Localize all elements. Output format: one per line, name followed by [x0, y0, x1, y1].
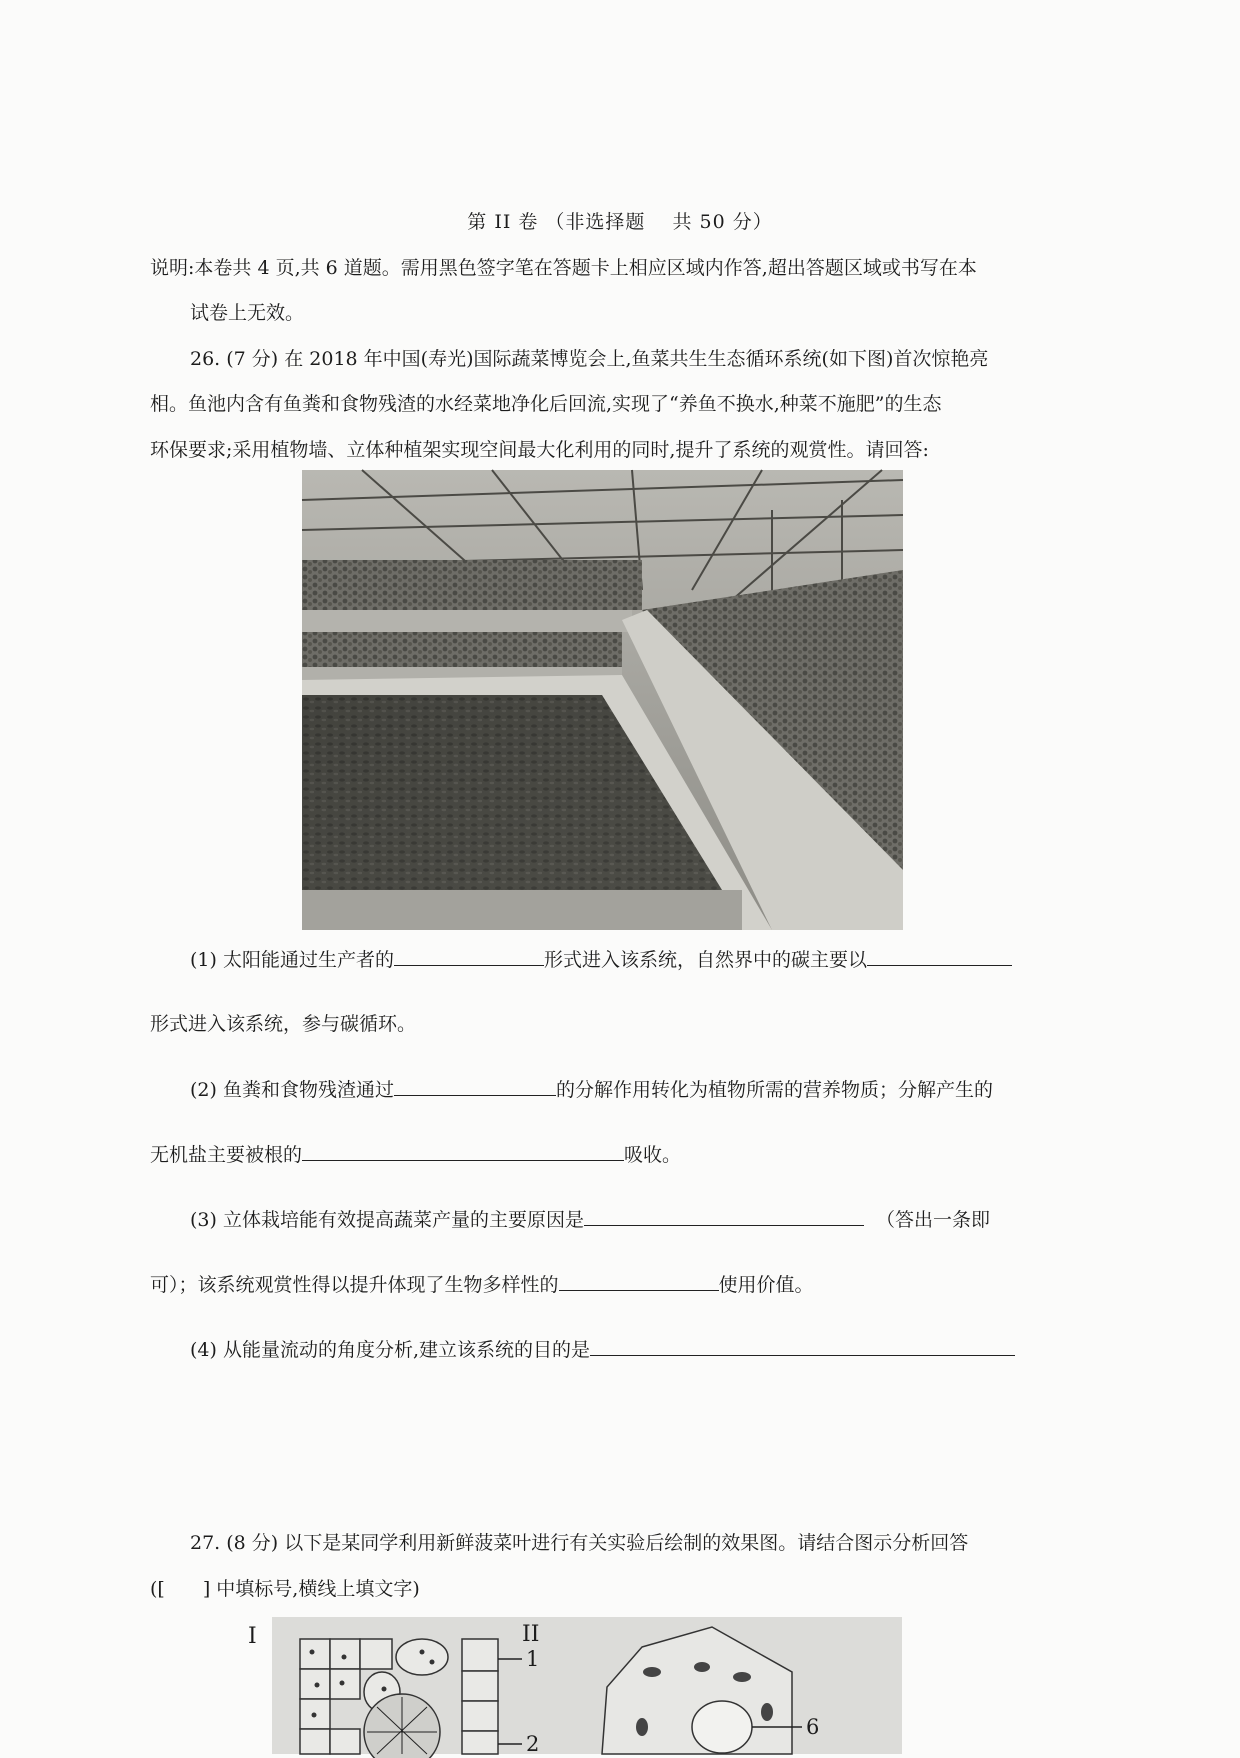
q26-intro-line-2: 相。鱼池内含有鱼粪和食物残渣的水经菜地净化后回流,实现了“养鱼不换水,种菜不施肥”的生态 — [150, 393, 942, 415]
q26-intro-line-1: 26. (7 分) 在 2018 年中国(寿光)国际蔬菜博览会上,鱼菜共生生态循环系统(如下图)首次惊艳亮 — [190, 348, 989, 370]
q26-part2-text-b: 的分解作用转化为植物所需的营养物质；分解产生的 — [555, 1079, 993, 1101]
q26-part1-text-a: (1) 太阳能通过生产者的 — [190, 949, 394, 971]
q26-part1-line-2: 形式进入该系统，参与碳循环。 — [150, 1013, 417, 1035]
leaf-cell-figure — [248, 1617, 902, 1756]
q26-part2-line-1 — [190, 1075, 993, 1104]
section-title: 第 II 卷 （非选择题 共 50 分） — [467, 211, 773, 233]
figure-number-2: 2 — [526, 1732, 540, 1756]
answer-blank-3[interactable] — [394, 1075, 556, 1096]
q26-part3-line-1 — [190, 1205, 990, 1234]
q26-part2-text-d: 吸收。 — [624, 1144, 682, 1166]
figure-number-1: 1 — [526, 1647, 540, 1671]
q26-part3-text-b: （答出一条即 — [875, 1209, 990, 1231]
q27-intro-line-2: ([ ] 中填标号,横线上填文字) — [150, 1578, 420, 1600]
q26-part4-text-a: (4) 从能量流动的角度分析,建立该系统的目的是 — [190, 1339, 590, 1361]
q26-part2-text-c: 无机盐主要被根的 — [150, 1144, 303, 1166]
q27-intro-line-1: 27. (8 分) 以下是某同学利用新鲜菠菜叶进行有关实验后绘制的效果图。请结合图示分析回答 — [190, 1532, 969, 1554]
answer-blank-7[interactable] — [590, 1335, 1015, 1356]
q26-part1-line-1 — [190, 945, 1012, 974]
answer-blank-5[interactable] — [584, 1205, 864, 1226]
figure-label-II: II — [522, 1622, 540, 1647]
instructions-line-2: 试卷上无效。 — [190, 302, 305, 324]
q26-part4-line-1 — [190, 1335, 1015, 1364]
q26-part3-line-2 — [150, 1270, 814, 1299]
q26-part3-text-c: 可）；该系统观赏性得以提升体现了生物多样性的 — [150, 1274, 559, 1296]
greenhouse-photo-drawing — [302, 470, 903, 930]
figure-label-I: I — [248, 1624, 257, 1649]
figure-number-6: 6 — [806, 1715, 820, 1739]
q26-part3-text-d: 使用价值。 — [718, 1274, 814, 1296]
q26-part1-text-b: 形式进入该系统，自然界中的碳主要以 — [543, 949, 867, 971]
q26-intro-line-3: 环保要求;采用植物墙、立体种植架实现空间最大化利用的同时,提升了系统的观赏性。请回答: — [150, 439, 929, 461]
instructions-line-1: 说明:本卷共 4 页,共 6 道题。需用黑色签字笔在答题卡上相应区域内作答,超出答题区域或书写在本 — [150, 257, 977, 279]
q26-part2-text-a: (2) 鱼粪和食物残渣通过 — [190, 1079, 394, 1101]
answer-blank-4[interactable] — [302, 1140, 624, 1161]
greenhouse-photo — [302, 470, 903, 930]
answer-blank-2[interactable] — [867, 945, 1012, 966]
q26-part3-text-a: (3) 立体栽培能有效提高蔬菜产量的主要原因是 — [190, 1209, 584, 1231]
q26-part2-line-2 — [150, 1140, 681, 1169]
answer-blank-1[interactable] — [394, 945, 544, 966]
answer-blank-6[interactable] — [559, 1270, 719, 1291]
